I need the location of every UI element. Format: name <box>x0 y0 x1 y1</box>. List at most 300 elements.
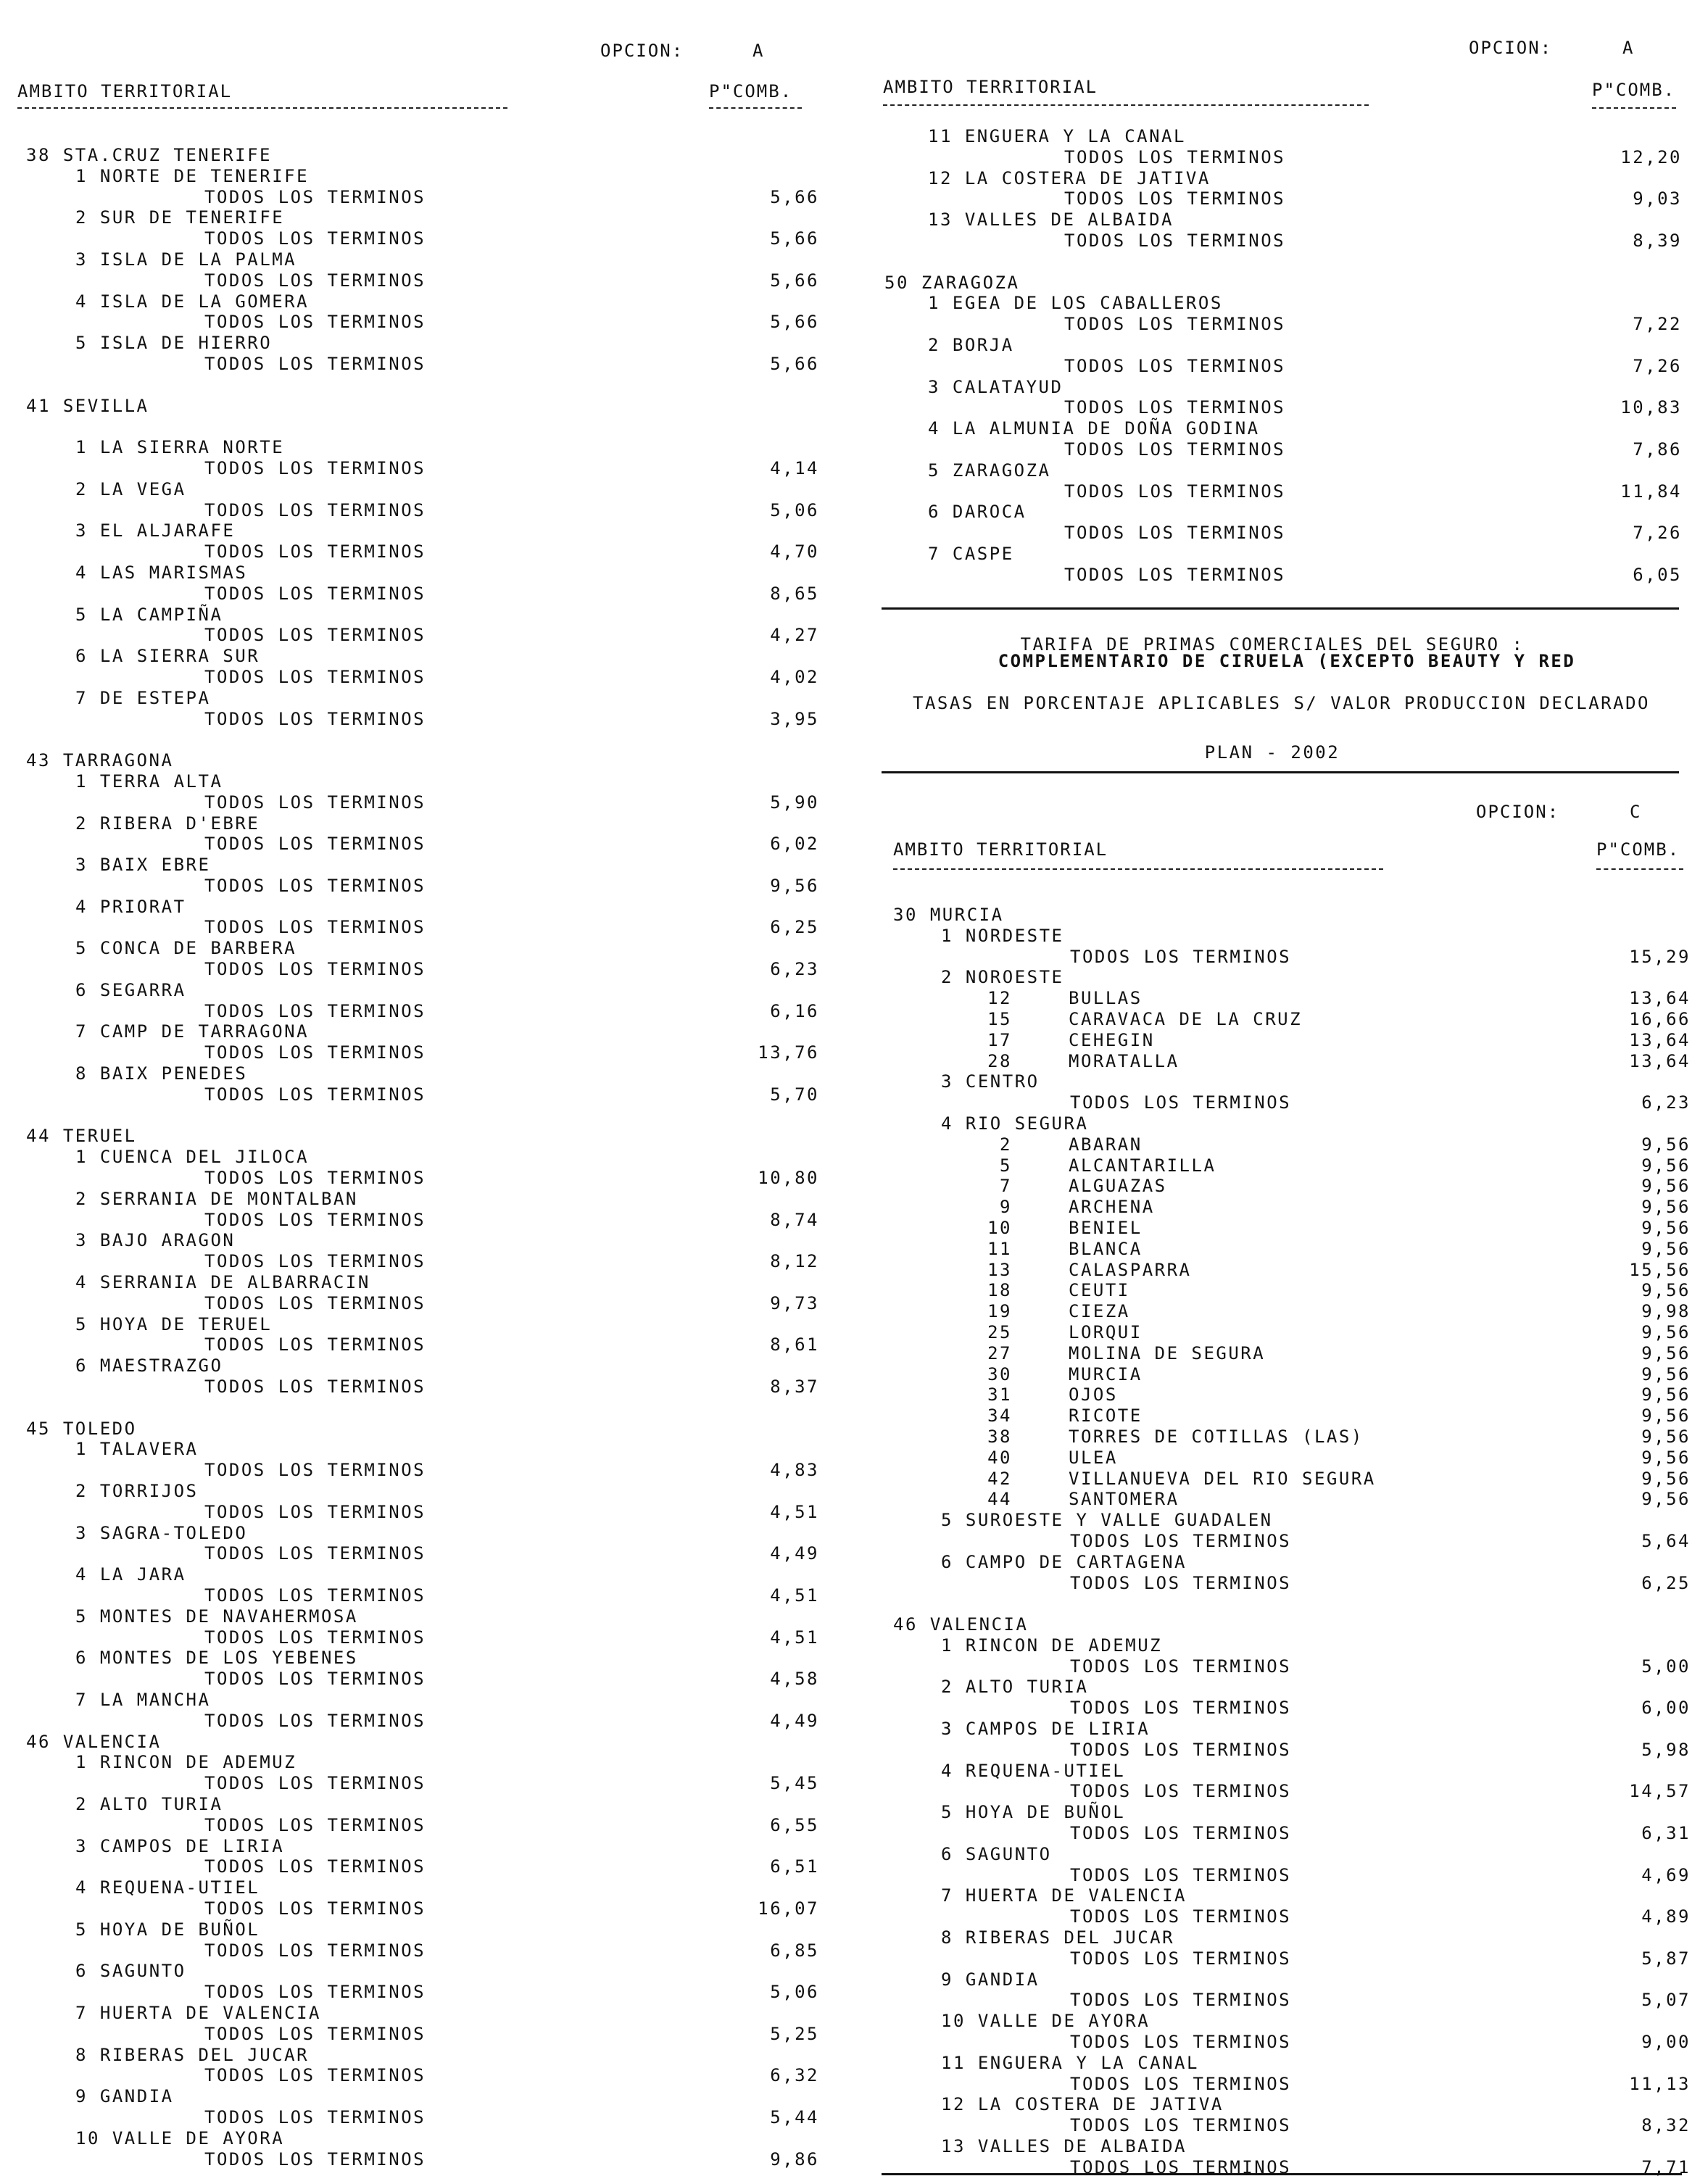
municipio-name: CALASPARRA <box>1069 1259 1192 1280</box>
terminos-label: TODOS LOS TERMINOS <box>1070 1572 1292 1593</box>
premium-value: 8,37 <box>770 1377 819 1398</box>
comarca-row <box>0 1063 834 1084</box>
terminos-row <box>863 1656 1700 1677</box>
terminos-label: TODOS LOS TERMINOS <box>204 917 426 938</box>
municipio-row <box>863 988 1700 1009</box>
header-underline <box>17 107 507 109</box>
comarca-row <box>0 166 834 187</box>
municipio-name: VILLANUEVA DEL RIO SEGURA <box>1069 1468 1376 1489</box>
terminos-row <box>863 439 1700 460</box>
terminos-label: TODOS LOS TERMINOS <box>1064 439 1286 460</box>
comarca-label: 1 CUENCA DEL JILOCA <box>75 1147 310 1168</box>
municipio-name: MOLINA DE SEGURA <box>1069 1342 1266 1363</box>
terminos-row <box>863 481 1700 502</box>
terminos-row <box>0 1084 834 1105</box>
province-label: 30 MURCIA <box>893 905 1004 925</box>
tariff-title: TARIFA DE PRIMAS COMERCIALES DEL SEGURO : <box>1020 634 1525 655</box>
comarca-row <box>863 1719 1700 1740</box>
opcion-value: C <box>1630 802 1642 822</box>
terminos-row <box>0 1210 834 1231</box>
comarca-label: 2 SUR DE TENERIFE <box>75 207 285 228</box>
comarca-row <box>0 1523 834 1544</box>
terminos-row <box>0 1669 834 1690</box>
comarca-row <box>0 1230 834 1251</box>
spacer <box>0 375 834 396</box>
terminos-label: TODOS LOS TERMINOS <box>1064 188 1286 209</box>
municipio-row <box>863 1051 1700 1072</box>
premium-value: 7,22 <box>1633 314 1682 335</box>
terminos-label: TODOS LOS TERMINOS <box>204 708 426 729</box>
comarca-row <box>0 897 834 918</box>
comarca-row <box>863 1071 1700 1092</box>
comarca-row <box>0 1147 834 1168</box>
premium-value: 14,57 <box>1629 1781 1691 1802</box>
municipio-name: ALCANTARILLA <box>1069 1155 1216 1176</box>
premium-value: 8,65 <box>770 583 819 604</box>
municipio-row <box>863 1218 1700 1239</box>
comarca-label: 6 SAGUNTO <box>75 1961 186 1982</box>
comarca-row <box>0 1021 834 1042</box>
municipio-code: 38 <box>987 1426 1012 1447</box>
comarca-row <box>0 1794 834 1815</box>
pcomb-header: P"COMB. <box>709 81 793 101</box>
province-row <box>0 396 834 417</box>
comarca-label: 1 TERRA ALTA <box>75 771 223 792</box>
comarca-label: 6 DAROCA <box>928 502 1027 523</box>
terminos-label: TODOS LOS TERMINOS <box>204 625 426 646</box>
comarca-row <box>0 1272 834 1293</box>
comarca-row <box>0 980 834 1001</box>
premium-value: 11,84 <box>1620 481 1682 502</box>
comarca-label: 1 NORTE DE TENERIFE <box>75 165 310 186</box>
comarca-label: 4 REQUENA-UTIEL <box>75 1877 260 1898</box>
terminos-label: TODOS LOS TERMINOS <box>204 2148 426 2170</box>
terminos-row <box>0 667 834 688</box>
premium-value: 16,07 <box>758 1898 819 1919</box>
terminos-row <box>0 1460 834 1481</box>
comarca-row <box>863 335 1700 356</box>
terminos-label: TODOS LOS TERMINOS <box>204 1000 426 1021</box>
municipio-name: BENIEL <box>1069 1217 1143 1238</box>
premium-value: 6,32 <box>770 2065 819 2086</box>
comarca-label: 8 RIBERAS DEL JUCAR <box>75 2044 310 2065</box>
municipio-code: 28 <box>987 1050 1012 1071</box>
comarca-row <box>863 1113 1700 1134</box>
terminos-label: TODOS LOS TERMINOS <box>1070 2073 1292 2094</box>
premium-value: 5,98 <box>1641 1739 1691 1760</box>
premium-value: 4,02 <box>770 666 819 687</box>
premium-value: 9,56 <box>1641 1238 1691 1259</box>
terminos-label: TODOS LOS TERMINOS <box>1064 230 1286 251</box>
premium-value: 8,32 <box>1641 2115 1691 2136</box>
premium-value: 4,89 <box>1641 1906 1691 1927</box>
comarca-row <box>863 1969 1700 1990</box>
premium-value: 5,06 <box>770 1982 819 2003</box>
premium-value: 9,56 <box>1641 1176 1691 1197</box>
premium-value: 4,51 <box>770 1627 819 1648</box>
premium-value: 13,64 <box>1629 988 1691 1009</box>
terminos-row <box>863 1906 1700 1927</box>
premium-value: 7,71 <box>1641 2156 1691 2177</box>
premium-value: 9,56 <box>1641 1363 1691 1384</box>
municipio-code: 10 <box>987 1217 1012 1238</box>
comarca-label: 2 RIBERA D'EBRE <box>75 813 260 834</box>
terminos-row <box>0 834 834 855</box>
premium-value: 9,56 <box>1641 1342 1691 1363</box>
municipio-row <box>863 1009 1700 1030</box>
terminos-label: TODOS LOS TERMINOS <box>204 1501 426 1522</box>
premium-value: 6,02 <box>770 834 819 855</box>
terminos-row <box>0 959 834 980</box>
opcion-label: OPCION: <box>600 41 684 61</box>
comarca-label: 3 CAMPOS DE LIRIA <box>75 1835 285 1856</box>
comarca-label: 11 ENGUERA Y LA CANAL <box>928 126 1186 146</box>
terminos-label: TODOS LOS TERMINOS <box>204 1585 426 1606</box>
comarca-row <box>0 1481 834 1502</box>
comarca-label: 6 SAGUNTO <box>941 1843 1052 1864</box>
comarca-label: 5 LA CAMPIÑA <box>75 604 223 625</box>
premium-value: 9,56 <box>1641 1406 1691 1427</box>
terminos-row <box>863 1990 1700 2011</box>
premium-value: 9,56 <box>1641 1321 1691 1342</box>
municipio-name: LORQUI <box>1069 1321 1143 1342</box>
comarca-row <box>0 437 834 458</box>
premium-value: 10,83 <box>1620 397 1682 418</box>
comarca-row <box>0 1606 834 1627</box>
province-label: 38 STA.CRUZ TENERIFE <box>26 145 272 165</box>
comarca-row <box>0 479 834 500</box>
terminos-label: TODOS LOS TERMINOS <box>204 1773 426 1794</box>
comarca-label: 4 PRIORAT <box>75 896 186 917</box>
premium-value: 15,29 <box>1629 946 1691 967</box>
terminos-row <box>0 187 834 208</box>
municipio-code: 40 <box>987 1447 1012 1468</box>
municipio-row <box>863 1260 1700 1281</box>
terminos-label: TODOS LOS TERMINOS <box>204 1627 426 1648</box>
municipio-code: 5 <box>1000 1155 1012 1176</box>
province-row <box>863 1614 1700 1635</box>
municipio-row <box>863 1155 1700 1176</box>
comarca-label: 3 CALATAYUD <box>928 376 1063 397</box>
premium-value: 4,27 <box>770 625 819 646</box>
comarca-row <box>0 2086 834 2107</box>
premium-value: 5,00 <box>1641 1656 1691 1677</box>
province-row <box>0 750 834 771</box>
terminos-row <box>863 397 1700 418</box>
comarca-label: 5 MONTES DE NAVAHERMOSA <box>75 1606 358 1627</box>
terminos-row <box>0 312 834 333</box>
municipio-row <box>863 1280 1700 1301</box>
premium-value: 9,56 <box>1641 1384 1691 1406</box>
terminos-label: TODOS LOS TERMINOS <box>204 1292 426 1313</box>
terminos-label: TODOS LOS TERMINOS <box>204 792 426 813</box>
terminos-label: TODOS LOS TERMINOS <box>1070 1823 1292 1844</box>
terminos-label: TODOS LOS TERMINOS <box>1070 1092 1292 1113</box>
comarca-label: 9 GANDIA <box>75 2086 174 2107</box>
comarca-label: 10 VALLE DE AYORA <box>941 2011 1150 2032</box>
terminos-label: TODOS LOS TERMINOS <box>204 270 426 291</box>
ambito-header: AMBITO TERRITORIAL <box>893 839 1108 860</box>
premium-value: 6,51 <box>770 1856 819 1877</box>
comarca-row <box>863 2136 1700 2157</box>
terminos-row <box>0 541 834 562</box>
comarca-row <box>863 418 1700 439</box>
terminos-label: TODOS LOS TERMINOS <box>204 1377 426 1398</box>
comarca-label: 2 SERRANIA DE MONTALBAN <box>75 1188 358 1209</box>
comarca-label: 12 LA COSTERA DE JATIVA <box>941 2094 1224 2115</box>
premium-value: 9,56 <box>1641 1134 1691 1155</box>
comarca-label: 9 GANDIA <box>941 1969 1040 1990</box>
premium-value: 8,61 <box>770 1334 819 1355</box>
terminos-row <box>0 228 834 249</box>
premium-value: 5,66 <box>770 353 819 374</box>
comarca-label: 1 RINCON DE ADEMUZ <box>75 1752 297 1773</box>
comarca-label: 5 CONCA DE BARBERA <box>75 938 297 959</box>
comarca-row <box>0 562 834 584</box>
comarca-row <box>0 1189 834 1210</box>
terminos-label: TODOS LOS TERMINOS <box>204 583 426 604</box>
comarca-label: 6 MAESTRAZGO <box>75 1355 223 1377</box>
premium-value: 9,56 <box>1641 1489 1691 1510</box>
terminos-row <box>863 523 1700 544</box>
comarca-row <box>0 1877 834 1898</box>
comarca-label: 5 HOYA DE BUÑOL <box>941 1802 1126 1823</box>
premium-value: 4,83 <box>770 1460 819 1481</box>
comarca-label: 5 ZARAGOZA <box>928 460 1051 481</box>
comarca-row <box>0 249 834 270</box>
terminos-row <box>0 1815 834 1836</box>
municipio-name: TORRES DE COTILLAS (LAS) <box>1069 1426 1364 1447</box>
comarca-label: 7 DE ESTEPA <box>75 687 211 708</box>
terminos-row <box>863 2032 1700 2053</box>
terminos-row <box>863 2115 1700 2136</box>
province-label: 50 ZARAGOZA <box>884 272 1020 293</box>
municipio-code: 7 <box>1000 1176 1012 1197</box>
terminos-row <box>0 354 834 375</box>
terminos-label: TODOS LOS TERMINOS <box>1064 146 1286 167</box>
premium-value: 6,05 <box>1633 564 1682 585</box>
comarca-label: 5 ISLA DE HIERRO <box>75 333 273 354</box>
province-label: 44 TERUEL <box>26 1126 137 1147</box>
comarca-row <box>863 502 1700 523</box>
comarca-label: 2 LA VEGA <box>75 478 186 499</box>
comarca-label: 3 CAMPOS DE LIRIA <box>941 1719 1150 1740</box>
premium-value: 13,76 <box>758 1042 819 1063</box>
terminos-label: TODOS LOS TERMINOS <box>204 1042 426 1063</box>
terminos-label: TODOS LOS TERMINOS <box>204 875 426 896</box>
comarca-row <box>0 520 834 541</box>
premium-value: 9,56 <box>1641 1155 1691 1176</box>
premium-value: 4,49 <box>770 1543 819 1564</box>
ambito-header: AMBITO TERRITORIAL <box>17 81 233 101</box>
terminos-label: TODOS LOS TERMINOS <box>204 1084 426 1105</box>
spacer <box>863 1593 1700 1614</box>
premium-value: 5,90 <box>770 792 819 813</box>
municipio-code: 15 <box>987 1008 1012 1029</box>
premium-value: 9,56 <box>1641 1217 1691 1238</box>
province-label: 45 TOLEDO <box>26 1418 137 1439</box>
comarca-label: 1 NORDESTE <box>941 925 1064 946</box>
terminos-label: TODOS LOS TERMINOS <box>204 1669 426 1690</box>
comarca-row <box>0 1648 834 1669</box>
terminos-label: TODOS LOS TERMINOS <box>204 834 426 855</box>
terminos-row <box>0 1940 834 1961</box>
header-underline <box>893 868 1383 870</box>
municipio-code: 30 <box>987 1363 1012 1384</box>
comarca-row <box>0 1314 834 1335</box>
comarca-label: 13 VALLES DE ALBAIDA <box>941 2136 1187 2157</box>
terminos-row <box>863 1531 1700 1552</box>
terminos-label: TODOS LOS TERMINOS <box>204 666 426 687</box>
terminos-label: TODOS LOS TERMINOS <box>204 1168 426 1189</box>
province-label: 41 SEVILLA <box>26 395 149 416</box>
comarca-row <box>0 1836 834 1857</box>
premium-value: 8,12 <box>770 1251 819 1272</box>
comarca-row <box>863 1677 1700 1698</box>
municipio-code: 19 <box>987 1301 1012 1322</box>
opcion-label: OPCION: <box>1469 38 1553 58</box>
terminos-label: TODOS LOS TERMINOS <box>1064 481 1286 502</box>
comarca-label: 4 LA JARA <box>75 1564 186 1585</box>
premium-value: 13,64 <box>1629 1029 1691 1050</box>
comarca-label: 4 REQUENA-UTIEL <box>941 1760 1126 1781</box>
premium-value: 9,98 <box>1641 1301 1691 1322</box>
terminos-label: TODOS LOS TERMINOS <box>204 1251 426 1272</box>
terminos-row <box>863 1948 1700 1969</box>
terminos-row <box>0 625 834 646</box>
premium-value: 9,00 <box>1641 2032 1691 2053</box>
comarca-label: 7 HUERTA DE VALENCIA <box>941 1885 1187 1906</box>
comarca-label: 4 SERRANIA DE ALBARRACIN <box>75 1272 370 1293</box>
spacer <box>0 1105 834 1126</box>
municipio-code: 11 <box>987 1238 1012 1259</box>
municipio-row <box>863 1239 1700 1260</box>
comarca-row <box>863 1927 1700 1948</box>
comarca-label: 5 SUROESTE Y VALLE GUADALEN <box>941 1510 1273 1531</box>
terminos-row <box>0 1856 834 1877</box>
comarca-row <box>863 1802 1700 1823</box>
premium-value: 5,06 <box>770 499 819 520</box>
premium-value: 5,66 <box>770 270 819 291</box>
premium-value: 9,56 <box>1641 1447 1691 1468</box>
premium-value: 5,66 <box>770 312 819 333</box>
premium-value: 5,70 <box>770 1084 819 1105</box>
premium-value: 5,07 <box>1641 1990 1691 2011</box>
terminos-row <box>0 876 834 897</box>
premium-value: 6,31 <box>1641 1823 1691 1844</box>
premium-value: 9,56 <box>1641 1280 1691 1301</box>
terminos-label: TODOS LOS TERMINOS <box>1070 2115 1292 2136</box>
premium-value: 5,25 <box>770 2023 819 2044</box>
spacer <box>0 729 834 750</box>
comarca-row <box>0 1919 834 1940</box>
comarca-row <box>863 1761 1700 1782</box>
terminos-row <box>0 1334 834 1355</box>
terminos-label: TODOS LOS TERMINOS <box>204 1543 426 1564</box>
terminos-row <box>0 1168 834 1189</box>
terminos-row <box>0 2024 834 2045</box>
bottom-rule <box>882 2173 1682 2175</box>
comarca-label: 6 SEGARRA <box>75 979 186 1000</box>
premium-value: 4,49 <box>770 1710 819 1731</box>
terminos-label: TODOS LOS TERMINOS <box>1070 1739 1292 1760</box>
terminos-row <box>0 270 834 291</box>
comarca-label: 3 EL ALJARAFE <box>75 520 236 541</box>
terminos-label: TODOS LOS TERMINOS <box>1070 1990 1292 2011</box>
left-entries <box>0 145 834 2170</box>
comarca-label: 7 CASPE <box>928 543 1014 564</box>
province-row <box>863 905 1700 926</box>
premium-value: 4,51 <box>770 1585 819 1606</box>
municipio-name: BLANCA <box>1069 1238 1143 1259</box>
terminos-label: TODOS LOS TERMINOS <box>204 1940 426 1961</box>
premium-value: 9,86 <box>770 2148 819 2170</box>
premium-value: 6,85 <box>770 1940 819 1961</box>
terminos-label: TODOS LOS TERMINOS <box>204 457 426 478</box>
terminos-label: TODOS LOS TERMINOS <box>204 2065 426 2086</box>
province-row <box>863 273 1700 294</box>
comarca-label: 3 BAJO ARAGON <box>75 1230 236 1251</box>
municipio-name: ALGUAZAS <box>1069 1176 1167 1197</box>
terminos-row <box>863 1823 1700 1844</box>
terminos-row <box>0 1627 834 1648</box>
terminos-row <box>0 1251 834 1272</box>
terminos-label: TODOS LOS TERMINOS <box>1064 564 1286 585</box>
comarca-label: 5 HOYA DE BUÑOL <box>75 1919 260 1940</box>
province-row <box>0 1419 834 1440</box>
province-row <box>0 145 834 166</box>
header-underline <box>1596 868 1683 870</box>
comarca-row <box>863 1552 1700 1573</box>
comarca-label: 4 ISLA DE LA GOMERA <box>75 291 310 312</box>
comarca-label: 3 BAIX EBRE <box>75 855 211 876</box>
comarca-row <box>0 1439 834 1460</box>
terminos-row <box>863 565 1700 586</box>
premium-value: 7,26 <box>1633 355 1682 376</box>
municipio-name: CEHEGIN <box>1069 1029 1155 1050</box>
province-row <box>0 1126 834 1147</box>
municipio-name: CIEZA <box>1069 1301 1130 1322</box>
comarca-row <box>863 1844 1700 1865</box>
terminos-row <box>863 1781 1700 1802</box>
comarca-label: 2 ALTO TURIA <box>941 1677 1089 1698</box>
terminos-row <box>863 1092 1700 1113</box>
municipio-row <box>863 1406 1700 1427</box>
pcomb-header: P"COMB. <box>1592 80 1676 100</box>
terminos-row <box>0 1293 834 1314</box>
terminos-row <box>0 1502 834 1523</box>
municipio-row <box>863 1448 1700 1469</box>
municipio-name: ARCHENA <box>1069 1197 1155 1218</box>
comarca-row <box>863 1510 1700 1531</box>
terminos-row <box>0 2065 834 2086</box>
spacer <box>0 1398 834 1419</box>
municipio-row <box>863 1030 1700 1051</box>
comarca-label: 13 VALLES DE ALBAIDA <box>928 209 1174 231</box>
premium-value: 6,00 <box>1641 1698 1691 1719</box>
comarca-label: 3 CENTRO <box>941 1071 1040 1092</box>
pcomb-header: P"COMB. <box>1596 839 1680 860</box>
terminos-label: TODOS LOS TERMINOS <box>1070 1864 1292 1885</box>
municipio-row <box>863 1489 1700 1510</box>
municipio-code: 2 <box>1000 1134 1012 1155</box>
comarca-row <box>863 1885 1700 1906</box>
terminos-label: TODOS LOS TERMINOS <box>1070 1656 1292 1677</box>
terminos-label: TODOS LOS TERMINOS <box>1070 1698 1292 1719</box>
terminos-row <box>863 1573 1700 1594</box>
premium-value: 7,86 <box>1633 439 1682 460</box>
header-underline <box>883 104 1369 106</box>
